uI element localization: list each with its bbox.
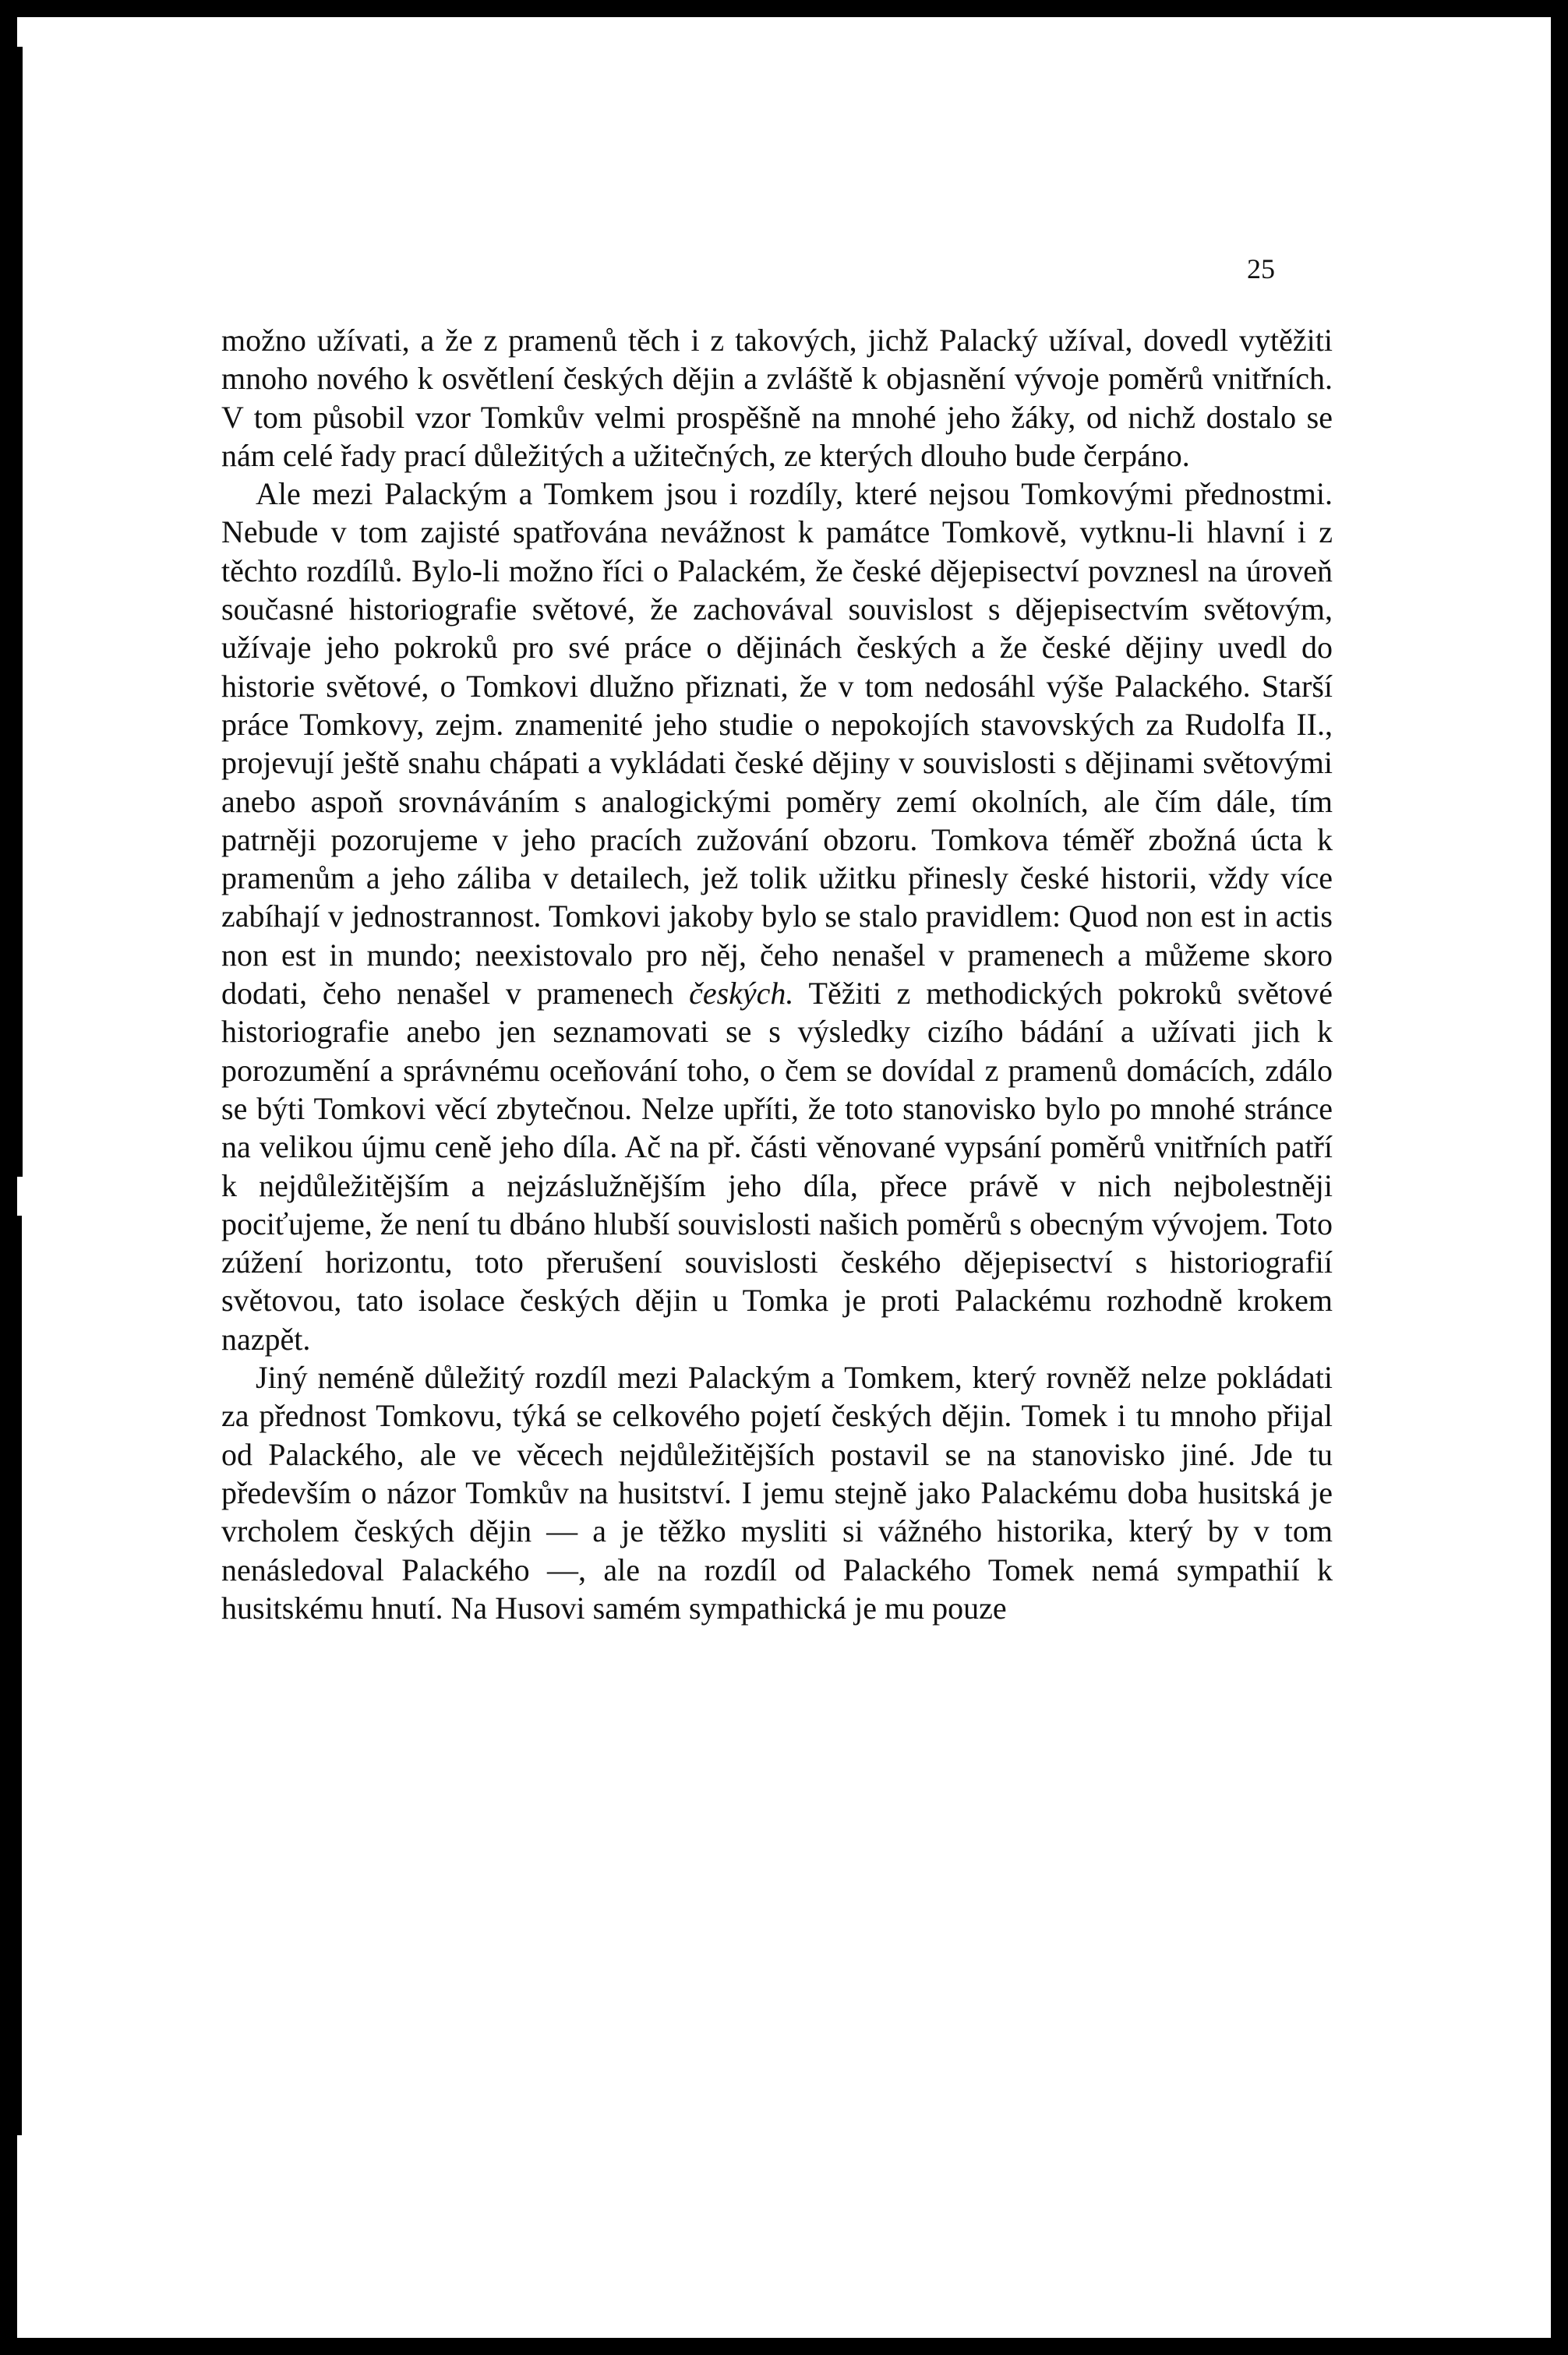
paragraph-3: Jiný neméně důležitý rozdíl mezi Palackým a Tomkem, který rovněž nelze pokládati za přednost Tomkovu, týká se celkového pojetí českých dějin. Tomek i tu mnoho přijal od Palackého, ale ve věcech nejdůležitějších postavil se na stanovisko jiné. Jde tu především o názor Tomkův na husitství. I jemu stejně jako Palackému doba husitská je vrcholem českých dějin — a je těžko mysliti si vážného historika, který by v tom nenásledoval Palackého —, ale na rozdíl od Palackého Tomek nemá sympathií k husitskému hnutí. Na Husovi samém sympathická je mu pouze bbox=[221, 1360, 1333, 1626]
paragraph-2-part-2: Těžiti z methodických pokroků světové historiografie anebo jen seznamovati se s výsledky cizího bádání a užívati jich k porozumění a správnému oceňování toho, o čem se dovídal z pramenů domácích, zdálo se býti Tomkovi věcí zbytečnou. Nelze upříti, že toto stanovisko bylo po mnohé stránce na velikou újmu ceně jeho díla. Ač na př. části věnované vypsání poměrů vnitřních patří k nejdůležitějším a nejzáslužnějším jeho díla, přece právě v nich nejbolestněji pociťujeme, že není tu dbáno hlubší souvislosti našich poměrů s obecným vývojem. Toto zúžení horizontu, toto přerušení souvislosti českého dějepisectví s historiografií světovou, tato isolace českých dějin u Tomka je proti Palackému rozhodně krokem nazpět. bbox=[221, 976, 1333, 1357]
scan-edge-mark bbox=[17, 1216, 22, 2135]
paragraph-2 bbox=[221, 475, 1333, 1358]
paragraph-1: možno užívati, a že z pramenů těch i z takových, jichž Palacký užíval, dovedl vytěžiti mnoho nového k osvětlení českých dějin a zvláště k objasnění vývoje poměrů vnitřních. V tom působil vzor Tomkův velmi prospěšně na mnohé jeho žáky, od nichž dostalo se nám celé řady prací důležitých a užitečných, ze kterých dlouho bude čerpáno. bbox=[221, 323, 1333, 473]
book-page bbox=[17, 17, 1551, 2338]
body-text bbox=[221, 321, 1333, 1627]
paragraph-2-emphasis: českých. bbox=[689, 976, 794, 1012]
page-number: 25 bbox=[1247, 253, 1275, 284]
scan-edge-mark bbox=[16, 47, 23, 1177]
paragraph-2-part-1: Ale mezi Palackým a Tomkem jsou i rozdíly, které nejsou Tomkovými přednostmi. Nebude v tom zajisté spatřována nevážnost k památce Tomkově, vytknu-li hlavní i z těchto rozdílů. Bylo-li možno říci o Palackém, že české dějepisectví povznesl na úroveň současné historiografie světové, že zachovával souvislost s dějepisectvím světovým, užívaje jeho pokroků pro své práce o dějinách českých a že české dějiny uvedl do historie světové, o Tomkovi dlužno přiznati, že v tom nedosáhl výše Palackého. Starší práce Tomkovy, zejm. znamenité jeho studie o nepokojích stavovských za Rudolfa II., projevují ještě snahu chápati a vykládati české dějiny v souvislosti s dějinami světovými anebo aspoň srovnáváním s analogickými poměry zemí okolních, ale čím dále, tím patrněji pozorujeme v jeho pracích zužování obzoru. Tomkova téměř zbožná úcta k pramenům a jeho záliba v detailech, jež tolik užitku přinesly české historii, vždy více zabíhají v jednostrannost. Tomkovi jakoby bylo se stalo pravidlem: Quod non est in actis non est in mundo; neexistovalo pro něj, čeho nenašel v pramenech a můžeme skoro dodati, čeho nenašel v pramenech bbox=[221, 476, 1333, 1012]
